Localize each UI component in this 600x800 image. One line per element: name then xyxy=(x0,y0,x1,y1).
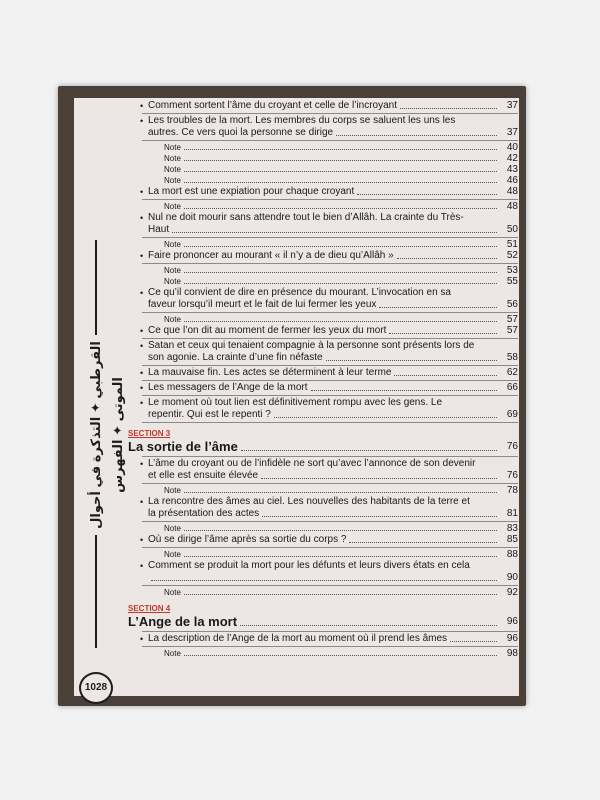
page-ref: 96 xyxy=(506,633,518,644)
toc-note-line xyxy=(164,239,518,250)
section-label: SECTION 4 xyxy=(128,604,171,613)
toc-note[interactable] xyxy=(126,587,518,598)
divider xyxy=(142,521,518,522)
divider xyxy=(142,547,518,548)
toc-entry-text: Comment sortent l’âme du croyant et celle de l’incroyant xyxy=(148,100,398,111)
toc-entry[interactable] xyxy=(126,340,518,364)
toc-entry-text: Où se dirige l’âme après sa sortie du corps ? xyxy=(148,534,347,545)
page-ref: 50 xyxy=(506,224,518,235)
toc-note[interactable] xyxy=(126,549,518,560)
toc-entry[interactable] xyxy=(126,212,518,236)
page-number: 1028 xyxy=(79,672,113,704)
divider xyxy=(142,422,518,423)
toc-note-text: Note xyxy=(164,240,181,249)
toc-note[interactable] xyxy=(126,153,518,164)
page-ref: 88 xyxy=(506,549,518,560)
divider xyxy=(142,338,518,339)
toc-note-text: Note xyxy=(164,143,181,152)
divider xyxy=(142,646,518,647)
leader-dots xyxy=(262,516,497,517)
leader-dots xyxy=(184,246,497,247)
bullet-icon: • xyxy=(140,101,144,111)
leader-dots xyxy=(400,108,497,109)
divider xyxy=(142,456,518,457)
toc-entry-line xyxy=(148,470,518,482)
toc-entry-text: Haut xyxy=(148,224,170,235)
toc-entry-text: Comment se produit la mort pour les défunts et leurs divers états en cela xyxy=(148,560,470,571)
toc-entry-line xyxy=(148,534,518,546)
divider xyxy=(142,199,518,200)
toc-entry[interactable] xyxy=(126,287,518,311)
toc-entry-text: autres. Ce vers quoi la personne se dirige xyxy=(148,127,334,138)
toc-note-line xyxy=(164,164,518,175)
bullet-icon: • xyxy=(140,213,144,223)
toc-entry-text: Satan et ceux qui tenaient compagnie à la personne sont présents lors de xyxy=(148,340,475,351)
bullet-icon: • xyxy=(140,341,144,351)
page-ref: 78 xyxy=(506,485,518,496)
leader-dots xyxy=(184,160,497,161)
toc-entry[interactable] xyxy=(126,633,518,645)
leader-dots xyxy=(184,492,497,493)
leader-dots xyxy=(349,542,497,543)
leader-dots xyxy=(184,182,497,183)
divider xyxy=(142,631,518,632)
toc-entry[interactable] xyxy=(126,496,518,520)
section-title-text: L’Ange de la mort xyxy=(128,614,238,629)
leader-dots xyxy=(241,450,497,451)
section-title-line xyxy=(128,439,518,455)
toc-note-text: Note xyxy=(164,550,181,559)
leader-dots xyxy=(184,208,497,209)
leader-dots xyxy=(184,594,497,595)
toc-entry-text: La rencontre des âmes au ciel. Les nouvelles des habitants de la terre et xyxy=(148,496,470,507)
toc-entry-line xyxy=(148,186,518,198)
page-ref: 55 xyxy=(506,276,518,287)
page-ref: 51 xyxy=(506,239,518,250)
toc-entry-text: La description de l’Ange de la mort au moment où il prend les âmes xyxy=(148,633,448,644)
toc-note[interactable] xyxy=(126,314,518,325)
toc-note-text: Note xyxy=(164,649,181,658)
section-label: SECTION 3 xyxy=(128,429,171,438)
page-ref: 96 xyxy=(506,616,518,627)
bullet-icon: • xyxy=(140,116,144,126)
divider xyxy=(142,483,518,484)
margin-bar xyxy=(84,240,125,680)
toc-entry-line xyxy=(148,127,518,139)
toc-note[interactable] xyxy=(126,175,518,186)
divider xyxy=(142,365,518,366)
toc-entry-text: la présentation des actes xyxy=(148,508,260,519)
bullet-icon: • xyxy=(140,398,144,408)
toc-note-line xyxy=(164,314,518,325)
leader-dots xyxy=(261,478,497,479)
page-ref: 56 xyxy=(506,299,518,310)
toc-entry-line xyxy=(148,100,518,112)
toc-entry-line xyxy=(148,299,518,311)
divider xyxy=(142,395,518,396)
toc-entry[interactable] xyxy=(126,100,518,112)
page-ref: 76 xyxy=(506,470,518,481)
toc-entry-line xyxy=(148,382,518,394)
toc-entry-text: Les troubles de la mort. Les membres du corps se saluent les uns les xyxy=(148,115,456,126)
page-ref: 42 xyxy=(506,153,518,164)
toc-entry-text: Les messagers de l’Ange de la mort xyxy=(148,382,308,393)
bullet-icon: • xyxy=(140,326,144,336)
toc-note-line xyxy=(164,153,518,164)
page-ref: 83 xyxy=(506,523,518,534)
leader-dots xyxy=(184,655,497,656)
toc-note-line xyxy=(164,648,518,659)
divider xyxy=(142,312,518,313)
toc-entry[interactable] xyxy=(126,115,518,139)
section-title-line xyxy=(128,614,518,630)
page-ref: 81 xyxy=(506,508,518,519)
page-ref: 85 xyxy=(506,534,518,545)
bullet-icon: • xyxy=(140,459,144,469)
page-ref: 57 xyxy=(506,314,518,325)
page-ref: 58 xyxy=(506,352,518,363)
toc-entry[interactable] xyxy=(126,534,518,546)
toc-note-line xyxy=(164,276,518,287)
page-ref: 92 xyxy=(506,587,518,598)
toc-note-line xyxy=(164,175,518,186)
toc-entry[interactable] xyxy=(126,397,518,421)
toc-note[interactable] xyxy=(126,276,518,287)
toc-note-line xyxy=(164,201,518,212)
toc-note-line xyxy=(164,549,518,560)
leader-dots xyxy=(184,171,497,172)
bullet-icon: • xyxy=(140,561,144,571)
divider xyxy=(142,237,518,238)
toc-entry[interactable] xyxy=(126,250,518,262)
toc-entry[interactable] xyxy=(126,186,518,198)
page-ref: 43 xyxy=(506,164,518,175)
toc-note-text: Note xyxy=(164,165,181,174)
section-title-text: La sortie de l’âme xyxy=(128,439,238,454)
page-ref: 76 xyxy=(506,441,518,452)
leader-dots xyxy=(397,258,497,259)
toc-entry-text: Ce qu’il convient de dire en présence du mourant. L’invocation en sa xyxy=(148,287,451,298)
leader-dots xyxy=(184,556,497,557)
leader-dots xyxy=(311,390,497,391)
running-title: القرطبي ✦ التذكرة في أحوال الموتى ✦ الفهرس xyxy=(85,335,107,535)
toc-entry-text: son agonie. La crainte d’une fin néfaste xyxy=(148,352,323,363)
leader-dots xyxy=(184,321,497,322)
toc-entry-line xyxy=(148,352,518,364)
toc-note-text: Note xyxy=(164,486,181,495)
bullet-icon: • xyxy=(140,634,144,644)
page-ref: 37 xyxy=(506,100,518,111)
page-ref: 46 xyxy=(506,175,518,186)
page-ref: 48 xyxy=(506,186,518,197)
toc-note-text: Note xyxy=(164,154,181,163)
toc-entry-text: Faire prononcer au mourant « il n’y a de dieu qu’Allâh » xyxy=(148,250,394,261)
leader-dots xyxy=(394,375,497,376)
toc-note-text: Note xyxy=(164,588,181,597)
toc-note-text: Note xyxy=(164,202,181,211)
leader-dots xyxy=(184,149,497,150)
leader-dots xyxy=(240,625,497,626)
toc-note-text: Note xyxy=(164,524,181,533)
toc-note[interactable] xyxy=(126,164,518,175)
toc-note-line xyxy=(164,523,518,534)
page-ref: 90 xyxy=(506,572,518,583)
toc-note[interactable] xyxy=(126,648,518,659)
divider xyxy=(142,263,518,264)
bullet-icon: • xyxy=(140,187,144,197)
toc-note[interactable] xyxy=(126,485,518,496)
toc-entry-line xyxy=(148,325,518,337)
toc-note-line xyxy=(164,265,518,276)
toc-entry-text: La mort est une expiation pour chaque croyant xyxy=(148,186,355,197)
leader-dots xyxy=(357,194,497,195)
leader-dots xyxy=(389,333,497,334)
divider xyxy=(142,585,518,586)
toc-entry[interactable] xyxy=(126,560,518,584)
page-ref: 48 xyxy=(506,201,518,212)
page-ref: 40 xyxy=(506,142,518,153)
toc-entry-text: Le moment où tout lien est définitivement rompu avec les gens. Le xyxy=(148,397,443,408)
toc-note[interactable] xyxy=(126,201,518,212)
page-ref: 62 xyxy=(506,367,518,378)
divider xyxy=(142,113,518,114)
toc-entry-text: Ce que l’on dit au moment de fermer les yeux du mort xyxy=(148,325,387,336)
toc-entry-line xyxy=(148,409,518,421)
toc-note[interactable] xyxy=(126,265,518,276)
bullet-icon: • xyxy=(140,535,144,545)
toc-entry[interactable] xyxy=(126,325,518,337)
toc-entry-line xyxy=(148,508,518,520)
toc-entry-line xyxy=(148,572,518,584)
page-ref: 69 xyxy=(506,409,518,420)
leader-dots xyxy=(336,135,497,136)
toc-note-text: Note xyxy=(164,266,181,275)
toc-entry[interactable] xyxy=(126,367,518,379)
toc-note-line xyxy=(164,587,518,598)
table-of-contents xyxy=(126,100,518,659)
toc-note-text: Note xyxy=(164,277,181,286)
toc-note[interactable] xyxy=(126,142,518,153)
divider xyxy=(142,380,518,381)
page-ref: 66 xyxy=(506,382,518,393)
toc-entry-text: et elle est ensuite élevée xyxy=(148,470,259,481)
page-ref: 37 xyxy=(506,127,518,138)
toc-entry-text: repentir. Qui est le repenti ? xyxy=(148,409,271,420)
toc-entry-text: La mauvaise fin. Les actes se déterminent à leur terme xyxy=(148,367,392,378)
toc-entry[interactable] xyxy=(126,458,518,482)
toc-entry[interactable] xyxy=(126,382,518,394)
toc-entry-line xyxy=(148,633,518,645)
leader-dots xyxy=(184,283,497,284)
section-title[interactable] xyxy=(126,439,518,455)
leader-dots xyxy=(184,272,497,273)
page-ref: 57 xyxy=(506,325,518,336)
toc-note-line xyxy=(164,142,518,153)
toc-note[interactable] xyxy=(126,239,518,250)
toc-note-line xyxy=(164,485,518,496)
page-ref: 52 xyxy=(506,250,518,261)
leader-dots xyxy=(326,360,497,361)
toc-note-text: Note xyxy=(164,176,181,185)
toc-entry-line xyxy=(148,224,518,236)
bullet-icon: • xyxy=(140,368,144,378)
page-ref: 98 xyxy=(506,648,518,659)
leader-dots xyxy=(151,580,497,581)
toc-entry-line xyxy=(148,367,518,379)
toc-note-text: Note xyxy=(164,315,181,324)
section-title[interactable] xyxy=(126,614,518,630)
toc-entry-line xyxy=(148,250,518,262)
leader-dots xyxy=(172,232,497,233)
toc-note[interactable] xyxy=(126,523,518,534)
leader-dots xyxy=(379,307,497,308)
toc-entry-text: L’âme du croyant ou de l’infidèle ne sort qu’avec l’annonce de son devenir xyxy=(148,458,476,469)
page-ref: 53 xyxy=(506,265,518,276)
divider xyxy=(142,140,518,141)
bullet-icon: • xyxy=(140,251,144,261)
leader-dots xyxy=(274,417,497,418)
bullet-icon: • xyxy=(140,383,144,393)
leader-dots xyxy=(184,530,497,531)
toc-entry-text: faveur lorsqu’il meurt et le fait de lui fermer les yeux xyxy=(148,299,377,310)
leader-dots xyxy=(450,641,497,642)
toc-entry-text: Nul ne doit mourir sans attendre tout le bien d’Allâh. La crainte du Très- xyxy=(148,212,464,223)
bullet-icon: • xyxy=(140,497,144,507)
bullet-icon: • xyxy=(140,288,144,298)
